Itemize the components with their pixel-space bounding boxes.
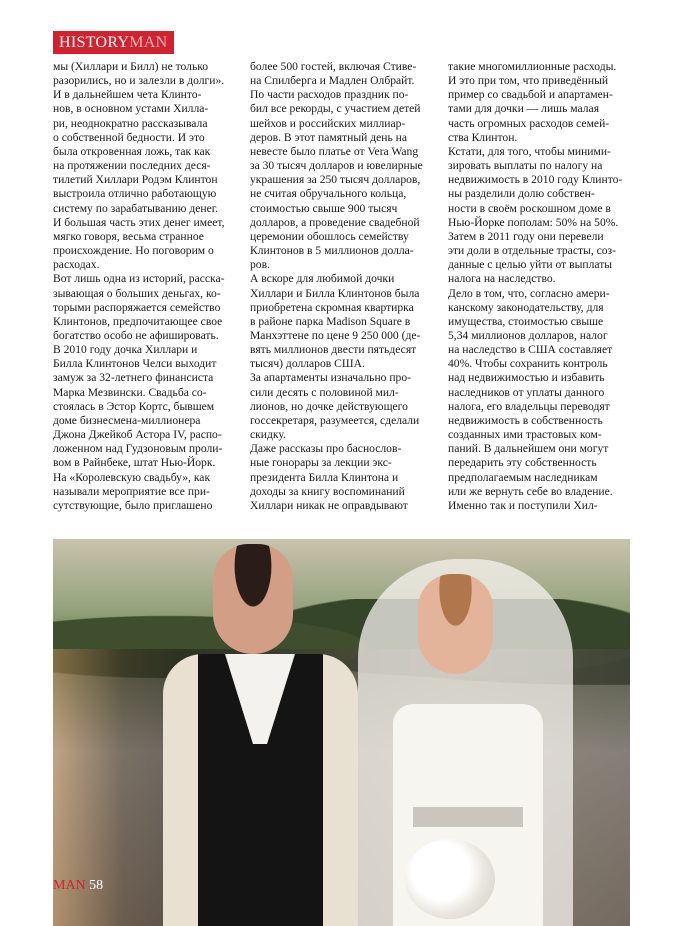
text-line: ности в своём роскошном доме в — [448, 201, 611, 215]
text-line: На «Королевскую свадьбу», как — [53, 470, 211, 484]
text-line: называли мероприятие все при- — [53, 484, 210, 498]
text-line: на Спилберга и Мадлен Олбрайт. — [250, 74, 415, 88]
text-line: данные с целью уйти от выплаты — [448, 258, 613, 272]
text-line: на протяжении последних деся- — [53, 159, 211, 173]
text-line: богатство особо не афишировать. — [53, 328, 219, 342]
text-line: ри, неоднократно рассказывала — [53, 116, 208, 130]
text-line: недвижимость в 2010 году Клинто- — [448, 173, 623, 187]
text-line: невесте было платье от Vera Wang — [250, 144, 419, 158]
text-line: долларов, а проведение свадебной — [250, 215, 420, 229]
text-line: церемонии обошлось семейству — [250, 229, 409, 243]
folio-magazine-name: MAN — [53, 878, 86, 893]
text-line: доме бизнесмена-миллионера — [53, 413, 201, 427]
text-line: замуж за 32-летнего финансиста — [53, 371, 214, 385]
text-line: ложенном над Гудзоновым проли- — [53, 442, 223, 456]
text-line: Манхэттене по цене 9 250 000 (де- — [250, 328, 421, 342]
text-line: эти доли в отдельные трасты, соз- — [448, 244, 616, 258]
text-line: мягко говоря, весьма странное — [53, 229, 204, 243]
section-header-history: HISTORY — [59, 33, 130, 51]
article-column-3 — [448, 60, 626, 513]
text-line: канскому законодательству, для — [448, 300, 604, 314]
text-line: налога, его владельцы переводят — [448, 399, 610, 413]
photo-bride-sash — [413, 807, 523, 827]
page-folio — [53, 878, 103, 894]
text-line: торыми распоряжается семейство — [53, 300, 221, 314]
text-line: Марка Мезвински. Свадьба со- — [53, 385, 207, 399]
article-column-1 — [53, 60, 231, 513]
photo-groom-head — [213, 544, 293, 654]
wedding-photo — [53, 539, 630, 926]
text-line: президента Билла Клинтона и — [250, 470, 399, 484]
text-line: Даже рассказы про баснослов- — [250, 442, 402, 456]
text-line: деров. В этот памятный день на — [250, 130, 408, 144]
text-line: тысяч) долларов США. — [250, 357, 365, 371]
text-line: И в дальнейшем чета Клинто- — [53, 88, 202, 102]
text-line: Клинтонов в 5 миллионов долла- — [250, 244, 414, 258]
text-line: не считая обручального кольца, — [250, 187, 407, 201]
text-line: такие многомиллионные расходы. — [448, 60, 617, 73]
text-line: тилетий Хиллари Родэм Клинтон — [53, 173, 218, 187]
text-line: паний. В дальнейшем они могут — [448, 442, 609, 456]
text-line: вять миллионов двести пятьдесят — [250, 343, 417, 357]
page-number: 58 — [89, 878, 104, 893]
article-column-2 — [250, 60, 428, 513]
text-line: Джона Джейкоб Астора IV, распо- — [53, 428, 222, 442]
text-line: Хиллари никак не оправдывают — [250, 498, 408, 512]
text-line: передарить эту собственность — [448, 456, 597, 470]
text-line: И это при том, что приведённый — [448, 74, 609, 88]
text-line: украшения за 250 тысяч долларов, — [250, 173, 421, 187]
text-line: ные гонорары за лекции экс- — [250, 456, 392, 470]
text-line: И большая часть этих денег имеет, — [53, 215, 225, 229]
section-header — [53, 31, 174, 54]
text-line: над недвижимостью и избавить — [448, 371, 605, 385]
text-line: разорились, но и залезли в долги». — [53, 74, 225, 88]
text-line: зировать выплаты по налогу на — [448, 159, 603, 173]
text-line: за 30 тысяч долларов и ювелирные — [250, 159, 423, 173]
text-line: недвижимость в собственность — [448, 413, 603, 427]
text-line: тами для дочки — лишь малая — [448, 102, 600, 116]
text-line: сили десять с половиной мил- — [250, 385, 399, 399]
text-line: ны разделили долю собствен- — [448, 187, 595, 201]
text-line: скидку. — [250, 428, 286, 442]
text-line: сутствующие, было приглашено — [53, 498, 213, 512]
text-line: расходах. — [53, 258, 100, 272]
text-line: наследников от уплаты данного — [448, 385, 605, 399]
text-line: пример со свадьбой и апартамен- — [448, 88, 613, 102]
photo-bride-head — [418, 574, 493, 674]
text-line: Билла Клинтонов Челси выходит — [53, 357, 217, 371]
text-line: зывающая о больших деньгах, ко- — [53, 286, 221, 300]
text-line: ров. — [250, 258, 270, 272]
text-line: в районе парка Madison Square в — [250, 314, 411, 328]
text-line: мы (Хиллари и Билл) не только — [53, 60, 209, 73]
text-line: 40%. Чтобы сохранить контроль — [448, 357, 608, 371]
text-line: госсекретаря, разумеется, сделали — [250, 413, 420, 427]
text-line: или же вернуть себе во владение. — [448, 484, 613, 498]
text-line: За апартаменты изначально про- — [250, 371, 412, 385]
text-line: происхождение. Но поговорим о — [53, 244, 214, 258]
text-line: А вскоре для любимой дочки — [250, 272, 395, 286]
text-line: Затем в 2011 году они перевели — [448, 229, 604, 243]
text-line: на наследство в США составляет — [448, 343, 613, 357]
text-line: доходы за книгу воспоминаний — [250, 484, 405, 498]
text-line: была откровенная ложь, так как — [53, 144, 211, 158]
photo-bouquet — [405, 839, 495, 919]
text-line: Нью-Йорке пополам: 50% на 50%. — [448, 215, 619, 229]
text-line: Клинтонов, предпочитающее свое — [53, 314, 223, 328]
text-line: шейхов и российских миллиар- — [250, 116, 406, 130]
text-line: имущества, стоимостью свыше — [448, 314, 604, 328]
text-line: В 2010 году дочка Хиллари и — [53, 343, 198, 357]
text-line: часть огромных расходов семей- — [448, 116, 610, 130]
text-line: Хиллари и Билла Клинтонов была — [250, 286, 420, 300]
text-line: созданных ими трастовых ком- — [448, 428, 602, 442]
text-line: налога на наследство. — [448, 272, 556, 286]
text-line: более 500 гостей, включая Стиве- — [250, 60, 417, 73]
text-line: стоялась в Эстор Кортс, бывшем — [53, 399, 215, 413]
text-line: лионов, но дочке действующего — [250, 399, 408, 413]
text-line: систему по зарабатыванию денег. — [53, 201, 219, 215]
text-line: Дело в том, что, согласно амери- — [448, 286, 610, 300]
text-line: Кстати, для того, чтобы миними- — [448, 144, 611, 158]
text-line: приобретена скромная квартирка — [250, 300, 414, 314]
text-line: стоимостью свыше 900 тысяч — [250, 201, 398, 215]
text-line: нов, в основном устами Хилла- — [53, 102, 209, 116]
text-line: о собственной бедности. И это — [53, 130, 205, 144]
text-line: Именно так и поступили Хил- — [448, 498, 598, 512]
text-line: ства Клинтон. — [448, 130, 518, 144]
text-line: бил все рекорды, с участием детей — [250, 102, 421, 116]
text-line: предполагаемым наследникам — [448, 470, 598, 484]
section-header-man: MAN — [129, 33, 168, 51]
text-line: Вот лишь одна из историй, расска- — [53, 272, 225, 286]
text-line: По части расходов праздник по- — [250, 88, 409, 102]
text-line: выстроила отлично работающую — [53, 187, 217, 201]
text-line: вом в Райнбеке, штат Нью-Йорк. — [53, 456, 216, 470]
text-line: 5,34 миллионов долларов, налог — [448, 328, 608, 342]
